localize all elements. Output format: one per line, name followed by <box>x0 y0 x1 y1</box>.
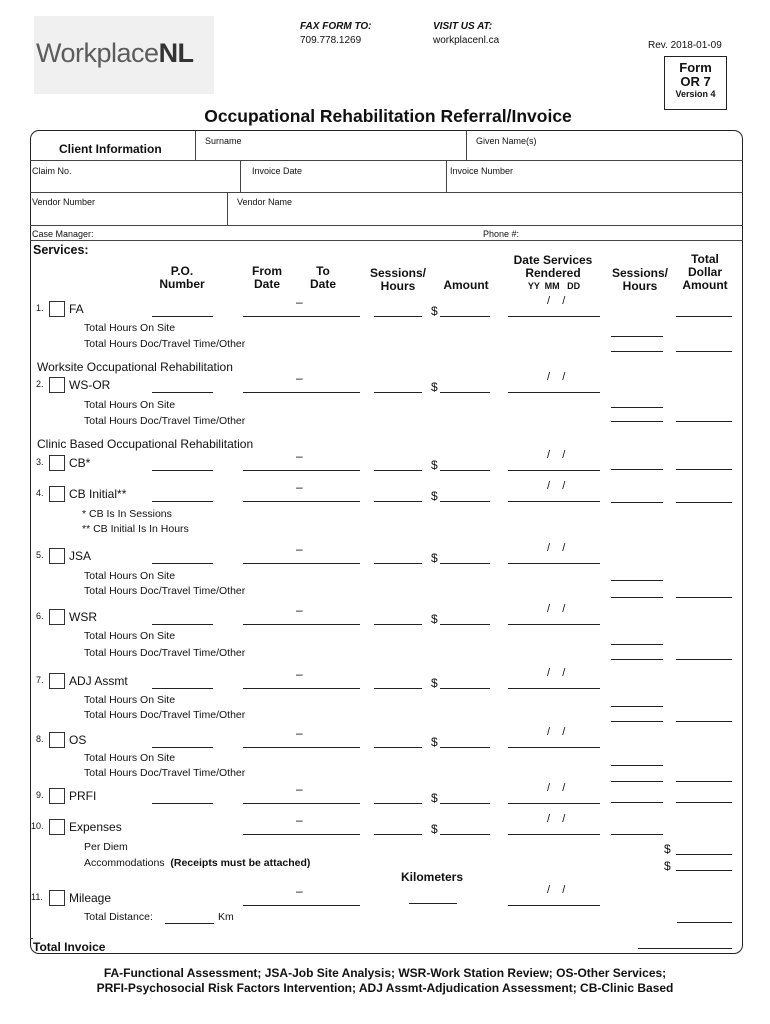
item-number: 8. <box>36 734 44 744</box>
total-input[interactable] <box>611 336 663 337</box>
form-id-box <box>664 56 727 110</box>
invoice-date-field[interactable]: Invoice Date <box>252 166 303 176</box>
hours-doc-label: Total Hours Doc/Travel Time/Other <box>84 767 246 779</box>
hours-doc-label: Total Hours Doc/Travel Time/Other <box>84 585 246 597</box>
date-range-dash: – <box>296 480 303 494</box>
date-rendered-separators: / / <box>547 667 566 679</box>
item-label: CB* <box>69 456 91 470</box>
hours-on-site-label: Total Hours On Site <box>84 399 176 411</box>
date-range-dash: – <box>296 726 303 740</box>
page-title: Occupational Rehabilitation Referral/Invoice <box>204 106 572 126</box>
amount-dollar: $ <box>431 822 438 836</box>
visit-label: VISIT US AT: <box>433 21 493 32</box>
amount-input[interactable] <box>440 834 490 835</box>
item-number: 1. <box>36 303 44 313</box>
phone-field[interactable]: Phone #: <box>483 229 520 239</box>
footer-legend-2: PRFI-Psychosocial Risk Factors Intervention; ADJ Assmt-Adjudication Assessment; CB-Clinic Based <box>96 981 674 995</box>
date-range-input[interactable] <box>243 747 360 748</box>
date-rendered-separators: / / <box>547 542 566 554</box>
total-input[interactable] <box>676 802 732 803</box>
date-range-dash: – <box>296 667 303 681</box>
date-range-input[interactable] <box>243 688 360 689</box>
amount-input[interactable] <box>440 316 490 317</box>
sessions-hours-input[interactable] <box>374 563 422 564</box>
date-rendered-separators: / / <box>547 603 566 615</box>
po-number-input[interactable] <box>152 316 213 317</box>
visit-url[interactable]: workplacenl.ca <box>433 35 500 46</box>
item-checkbox[interactable] <box>49 486 65 502</box>
item-checkbox[interactable] <box>49 301 65 317</box>
date-rendered-input[interactable] <box>508 747 600 748</box>
amount-input[interactable] <box>440 470 490 471</box>
total-input[interactable] <box>611 659 663 660</box>
date-range-input[interactable] <box>243 470 360 471</box>
amount-dollar: $ <box>431 676 438 690</box>
amount-input[interactable] <box>440 624 490 625</box>
workplacenl-logo: WorkplaceNL <box>36 38 194 68</box>
form-code: OR 7 <box>680 74 711 89</box>
total-input[interactable] <box>611 469 663 470</box>
date-range-input[interactable] <box>243 834 360 835</box>
item-label: WSR <box>69 610 97 624</box>
col-from-date: From Date <box>252 264 282 291</box>
amount-input[interactable] <box>440 688 490 689</box>
sessions-hours-input[interactable] <box>374 501 422 502</box>
date-rendered-separators: / / <box>547 295 566 307</box>
item-checkbox[interactable] <box>49 377 65 393</box>
date-rendered-input[interactable] <box>508 803 600 804</box>
amount-input[interactable] <box>440 563 490 564</box>
total-input[interactable] <box>676 469 732 470</box>
amount-dollar: $ <box>431 304 438 318</box>
per-diem-dollar: $ <box>664 842 671 856</box>
date-range-input[interactable] <box>243 316 360 317</box>
total-input[interactable] <box>611 421 663 422</box>
amount-dollar: $ <box>431 489 438 503</box>
date-range-input[interactable] <box>243 803 360 804</box>
hours-on-site-label: Total Hours On Site <box>84 630 176 642</box>
revision-date: Rev. 2018-01-09 <box>648 40 722 51</box>
date-rendered-input[interactable] <box>508 905 600 906</box>
total-input[interactable] <box>611 644 663 645</box>
col-total-dollar: Total Dollar Amount <box>682 252 728 292</box>
item-label: Expenses <box>69 820 122 834</box>
date-range-dash: – <box>296 603 303 617</box>
date-range-dash: – <box>296 782 303 796</box>
po-number-input[interactable] <box>152 803 213 804</box>
date-range-input[interactable] <box>243 501 360 502</box>
col-po-number: P.O. Number <box>159 264 205 291</box>
date-rendered-separators: / / <box>547 449 566 461</box>
item-number: 7. <box>36 675 44 685</box>
item-label: WS-OR <box>69 378 111 392</box>
item-number: 3. <box>36 457 44 467</box>
total-invoice-input[interactable] <box>638 948 732 949</box>
date-rendered-separators: / / <box>547 371 566 383</box>
date-rendered-separators: / / <box>547 813 566 825</box>
footer-legend-1: FA-Functional Assessment; JSA-Job Site Analysis; WSR-Work Station Review; OS-Other Services; <box>103 966 667 980</box>
per-diem-input[interactable] <box>676 854 732 855</box>
total-input[interactable] <box>611 502 663 503</box>
item-label: CB Initial** <box>69 487 127 501</box>
sessions-hours-input[interactable] <box>374 392 422 393</box>
date-rendered-separators: / / <box>547 726 566 738</box>
fax-label: FAX FORM TO: <box>300 21 372 32</box>
vendor-number-field[interactable]: Vendor Number <box>32 197 96 207</box>
item-number: 11. <box>31 892 43 902</box>
accommodations-dollar: $ <box>664 859 671 873</box>
total-input[interactable] <box>611 721 663 722</box>
item-checkbox[interactable] <box>49 819 65 835</box>
hours-doc-label: Total Hours Doc/Travel Time/Other <box>84 647 246 659</box>
total-input[interactable] <box>676 316 732 317</box>
po-number-input[interactable] <box>152 563 213 564</box>
total-input[interactable] <box>676 781 732 782</box>
cb-note-hours: ** CB Initial Is In Hours <box>82 523 189 535</box>
col-sessions-hours-2: Sessions/ Hours <box>611 266 669 293</box>
item-checkbox[interactable] <box>49 609 65 625</box>
date-rendered-separators: / / <box>547 782 566 794</box>
date-rendered-input[interactable] <box>508 624 600 625</box>
date-rendered-input[interactable] <box>508 688 600 689</box>
item-label: Mileage <box>69 891 112 905</box>
po-number-input[interactable] <box>152 688 213 689</box>
item-checkbox[interactable] <box>49 890 65 906</box>
item-checkbox[interactable] <box>49 455 65 471</box>
amount-dollar: $ <box>431 458 438 472</box>
date-rendered-input[interactable] <box>508 470 600 471</box>
form-label: Form <box>679 60 712 75</box>
services-heading: Services: <box>33 243 89 257</box>
date-range-input[interactable] <box>243 905 360 906</box>
sessions-hours-input[interactable] <box>374 803 422 804</box>
sessions-hours-input[interactable] <box>374 688 422 689</box>
total-input[interactable] <box>676 721 732 722</box>
sessions-hours-input[interactable] <box>374 470 422 471</box>
date-range-input[interactable] <box>243 392 360 393</box>
surname-field[interactable]: Surname <box>205 136 242 146</box>
hours-doc-label: Total Hours Doc/Travel Time/Other <box>84 709 246 721</box>
per-diem-label: Per Diem <box>84 841 128 853</box>
vendor-name-field[interactable]: Vendor Name <box>237 197 293 207</box>
total-input[interactable] <box>676 351 732 352</box>
clinic-section-label: Clinic Based Occupational Rehabilitation <box>37 437 254 451</box>
claim-no-field[interactable]: Claim No. <box>32 166 72 176</box>
amount-dollar: $ <box>431 791 438 805</box>
amount-input[interactable] <box>440 392 490 393</box>
form-version: Version 4 <box>675 89 716 99</box>
sessions-hours-input[interactable] <box>374 316 422 317</box>
total-input[interactable] <box>611 351 663 352</box>
item-label: ADJ Assmt <box>69 674 128 688</box>
date-rendered-input[interactable] <box>508 316 600 317</box>
item-label: PRFI <box>69 789 97 803</box>
po-number-input[interactable] <box>152 747 213 748</box>
item-number: 9. <box>36 790 44 800</box>
total-input[interactable] <box>611 781 663 782</box>
date-rendered-input[interactable] <box>508 834 600 835</box>
mileage-total-input[interactable] <box>677 922 732 923</box>
item-checkbox[interactable] <box>49 548 65 564</box>
date-rendered-separators: / / <box>547 884 566 896</box>
total-input[interactable] <box>611 407 663 408</box>
fax-number: 709.778.1269 <box>300 35 362 46</box>
invoice-number-field[interactable]: Invoice Number <box>450 166 514 176</box>
date-range-dash: – <box>296 371 303 385</box>
item-number: 4. <box>36 488 44 498</box>
client-info-label: Client Information <box>59 142 162 156</box>
hours-on-site-label: Total Hours On Site <box>84 694 176 706</box>
total-input[interactable] <box>611 597 663 598</box>
amount-dollar: $ <box>431 380 438 394</box>
sessions-hours-input[interactable] <box>374 834 422 835</box>
amount-input[interactable] <box>440 803 490 804</box>
amount-dollar: $ <box>431 735 438 749</box>
date-rendered-input[interactable] <box>508 563 600 564</box>
col-to-date: To Date <box>309 264 336 291</box>
amount-input[interactable] <box>440 501 490 502</box>
date-range-input[interactable] <box>243 563 360 564</box>
amount-dollar: $ <box>431 551 438 565</box>
total-distance-label: Total Distance: <box>84 911 153 923</box>
hours-doc-label: Total Hours Doc/Travel Time/Other <box>84 415 246 427</box>
amount-input[interactable] <box>440 747 490 748</box>
item-label: JSA <box>69 549 92 563</box>
date-range-dash: – <box>296 449 303 463</box>
accommodations-label: Accommodations (Receipts must be attached) <box>84 857 311 869</box>
case-manager-field[interactable]: Case Manager: <box>32 229 94 239</box>
total-input[interactable] <box>676 597 732 598</box>
item-checkbox[interactable] <box>49 732 65 748</box>
item-number: 5. <box>36 550 44 560</box>
sessions-hours-input[interactable] <box>374 747 422 748</box>
hours-doc-label: Total Hours Doc/Travel Time/Other <box>84 338 246 350</box>
amount-dollar: $ <box>431 612 438 626</box>
hours-on-site-label: Total Hours On Site <box>84 322 176 334</box>
item-number: 10. <box>31 821 44 831</box>
date-rendered-input[interactable] <box>508 392 600 393</box>
item-number: 2. <box>36 379 44 389</box>
worksite-section-label: Worksite Occupational Rehabilitation <box>37 360 233 374</box>
date-range-dash: – <box>296 542 303 556</box>
total-input[interactable] <box>676 421 732 422</box>
date-rendered-separators: / / <box>547 480 566 492</box>
date-range-dash: – <box>296 884 303 898</box>
item-number: 6. <box>36 611 44 621</box>
po-number-input[interactable] <box>152 470 213 471</box>
kilometers-label: Kilometers <box>401 870 464 884</box>
item-checkbox[interactable] <box>49 788 65 804</box>
total-input[interactable] <box>611 765 663 766</box>
item-checkbox[interactable] <box>49 673 65 689</box>
date-range-dash: – <box>296 813 303 827</box>
total-input[interactable] <box>611 706 663 707</box>
date-range-dash: – <box>296 295 303 309</box>
total-input[interactable] <box>611 834 663 835</box>
total-input[interactable] <box>611 802 663 803</box>
hours-on-site-label: Total Hours On Site <box>84 570 176 582</box>
col-date-rendered: Date Services Rendered <box>513 253 593 280</box>
item-label: FA <box>69 302 84 316</box>
km-unit-label: Km <box>218 911 234 923</box>
po-number-input[interactable] <box>152 501 213 502</box>
col-amount: Amount <box>443 278 489 292</box>
total-input[interactable] <box>611 580 663 581</box>
sessions-hours-input[interactable] <box>374 624 422 625</box>
cb-note-sessions: * CB Is In Sessions <box>82 508 172 520</box>
accommodations-input[interactable] <box>676 870 732 871</box>
given-names-field[interactable]: Given Name(s) <box>476 136 537 146</box>
po-number-input[interactable] <box>152 392 213 393</box>
item-label: OS <box>69 733 87 747</box>
total-distance-input[interactable] <box>165 923 214 924</box>
po-number-input[interactable] <box>152 624 213 625</box>
hours-on-site-label: Total Hours On Site <box>84 752 176 764</box>
total-invoice-label: Total Invoice <box>33 940 106 954</box>
form-frame <box>30 130 743 954</box>
total-input[interactable] <box>676 502 732 503</box>
kilometers-input[interactable] <box>409 903 457 904</box>
date-range-input[interactable] <box>243 624 360 625</box>
col-date-parts: YY MM DD <box>527 281 581 291</box>
date-rendered-input[interactable] <box>508 501 600 502</box>
col-sessions-hours: Sessions/ Hours <box>369 266 427 293</box>
total-input[interactable] <box>676 659 732 660</box>
